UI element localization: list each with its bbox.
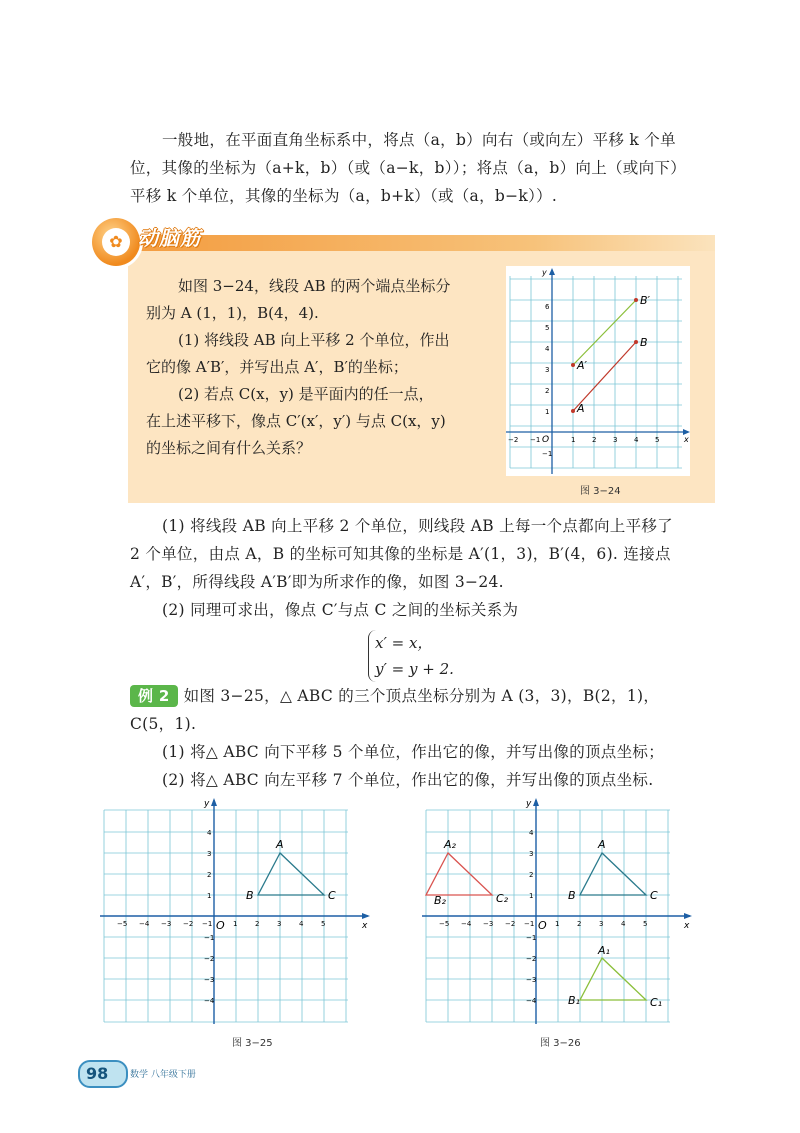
y-tick-label: −3 bbox=[526, 976, 537, 984]
y-tick-label: −1 bbox=[542, 450, 553, 458]
x-tick-label: 2 bbox=[577, 920, 582, 928]
x-tick-label: 5 bbox=[321, 920, 326, 928]
solution-paragraph bbox=[130, 512, 720, 624]
solution-line-4: (2) 同理可求出，像点 C′与点 C 之间的坐标关系为 bbox=[162, 601, 519, 619]
label-b: B bbox=[246, 889, 254, 902]
x-tick-label: −4 bbox=[139, 920, 150, 928]
x-tick-label: −1 bbox=[530, 436, 541, 444]
y-tick-label: −3 bbox=[204, 976, 215, 984]
label-a: A bbox=[276, 838, 284, 851]
x-axis-label: x bbox=[684, 921, 690, 931]
label-b2: B₂ bbox=[434, 894, 446, 907]
example-line-4: (2) 将△ ABC 向左平移 7 个单位，作出它的像，并写出像的顶点坐标. bbox=[162, 771, 654, 789]
callout-line-4: 它的像 A′B′，并写出点 A′，B′的坐标； bbox=[146, 358, 408, 376]
x-tick-label: −1 bbox=[202, 920, 213, 928]
x-axis-label: x bbox=[684, 435, 689, 444]
x-tick-label: −5 bbox=[439, 920, 450, 928]
y-tick-label: 3 bbox=[207, 850, 212, 858]
equation-1: x′ = x， bbox=[375, 634, 433, 652]
callout-text bbox=[146, 273, 491, 462]
x-tick-label: 5 bbox=[643, 920, 648, 928]
solution-line-1: (1) 将线段 AB 向上平移 2 个单位，则线段 AB 上每一个点都向上平移了 bbox=[162, 517, 673, 535]
x-tick-label: 1 bbox=[571, 436, 576, 444]
intro-line-3: 平移 k 个单位，其像的坐标为（a，b+k）（或（a，b−k））. bbox=[130, 187, 558, 205]
figure-3-26-caption: 图 3−26 bbox=[540, 1038, 581, 1049]
label-a1: A′ bbox=[577, 359, 588, 372]
label-a1: A₁ bbox=[598, 944, 610, 957]
y-axis-label: y bbox=[542, 268, 547, 277]
figure-3-26 bbox=[422, 796, 694, 1024]
example-line-2: C(5，1). bbox=[130, 715, 197, 733]
y-tick-label: −1 bbox=[526, 934, 537, 942]
y-tick-label: 2 bbox=[529, 871, 534, 879]
y-axis-arrow bbox=[549, 268, 555, 275]
x-tick-label: −2 bbox=[508, 436, 519, 444]
label-c1: C₁ bbox=[650, 996, 663, 1009]
label-b: B bbox=[568, 889, 576, 902]
y-tick-label: 1 bbox=[207, 892, 212, 900]
segment-ab bbox=[573, 342, 636, 411]
y-tick-label: 4 bbox=[207, 829, 212, 837]
callout-line-3: (1) 将线段 AB 向上平移 2 个单位，作出 bbox=[178, 331, 450, 349]
equation-system bbox=[368, 630, 454, 682]
callout-title: 动脑筋 bbox=[138, 226, 201, 250]
x-axis-label: x bbox=[362, 921, 368, 931]
y-tick-label: −1 bbox=[204, 934, 215, 942]
figure-3-24 bbox=[506, 266, 690, 476]
x-tick-label: −3 bbox=[161, 920, 172, 928]
callout-line-7: 的坐标之间有什么关系？ bbox=[146, 439, 312, 457]
point-b bbox=[634, 340, 638, 344]
y-axis-label: y bbox=[526, 799, 532, 809]
x-tick-label: −2 bbox=[183, 920, 194, 928]
x-tick-label: 3 bbox=[599, 920, 604, 928]
y-axis-arrow bbox=[211, 798, 217, 806]
origin-label: O bbox=[216, 919, 225, 932]
x-tick-label: −1 bbox=[524, 920, 535, 928]
page-number: 98 bbox=[86, 1064, 109, 1083]
x-tick-label: 5 bbox=[655, 436, 660, 444]
equation-2: y′ = y + 2. bbox=[375, 660, 454, 678]
x-tick-label: 3 bbox=[613, 436, 618, 444]
y-tick-label: 5 bbox=[545, 324, 550, 332]
example-line-1 bbox=[130, 682, 720, 710]
label-a2: A₂ bbox=[444, 838, 456, 851]
y-tick-label: −4 bbox=[204, 997, 215, 1005]
brain-icon: ✿ bbox=[102, 228, 130, 256]
origin-label: O bbox=[542, 435, 550, 445]
intro-paragraph bbox=[130, 126, 720, 210]
point-b1 bbox=[634, 298, 638, 302]
footer-subject: 数学 八年级下册 bbox=[130, 1070, 196, 1080]
y-axis-arrow bbox=[533, 798, 539, 806]
x-tick-label: −2 bbox=[505, 920, 516, 928]
figure-3-25 bbox=[100, 796, 372, 1024]
figure-3-24-caption: 图 3−24 bbox=[580, 486, 621, 497]
x-tick-label: 2 bbox=[255, 920, 260, 928]
x-tick-label: −5 bbox=[117, 920, 128, 928]
origin-label: O bbox=[538, 919, 547, 932]
callout-line-5: (2) 若点 C(x，y) 是平面内的任一点， bbox=[178, 385, 434, 403]
y-tick-label: 3 bbox=[545, 366, 550, 374]
y-tick-label: 2 bbox=[545, 387, 550, 395]
label-a: A bbox=[577, 402, 585, 415]
x-tick-label: 3 bbox=[277, 920, 282, 928]
y-tick-label: 6 bbox=[545, 303, 550, 311]
y-tick-label: 3 bbox=[529, 850, 534, 858]
y-tick-label: 2 bbox=[207, 871, 212, 879]
x-tick-label: −4 bbox=[461, 920, 472, 928]
label-b: B bbox=[640, 336, 648, 349]
x-axis-arrow bbox=[684, 913, 692, 919]
label-b1: B₁ bbox=[568, 994, 580, 1007]
callout-line-6: 在上述平移下，像点 C′(x′，y′) 与点 C(x，y) bbox=[146, 412, 446, 430]
y-tick-label: 1 bbox=[545, 408, 550, 416]
x-axis-arrow bbox=[362, 913, 370, 919]
x-tick-label: −3 bbox=[483, 920, 494, 928]
solution-line-3: A′，B′，所得线段 A′B′即为所求作的像，如图 3−24. bbox=[130, 573, 504, 591]
example-text-1: 如图 3−25，△ ABC 的三个顶点坐标分别为 A (3，3)，B(2，1)， bbox=[183, 687, 660, 705]
y-tick-label: 4 bbox=[529, 829, 534, 837]
y-axis-label: y bbox=[204, 799, 210, 809]
intro-line-2: 位，其像的坐标为（a+k，b）（或（a−k，b））；将点（a，b）向上（或向下） bbox=[130, 159, 687, 177]
label-c: C bbox=[328, 889, 336, 902]
callout-line-2: 别为 A (1，1)，B(4，4). bbox=[146, 304, 319, 322]
example-badge: 例 2 bbox=[130, 685, 178, 707]
example-line-3: (1) 将△ ABC 向下平移 5 个单位，作出它的像，并写出像的顶点坐标； bbox=[162, 743, 665, 761]
point-a bbox=[571, 409, 575, 413]
intro-line-1: 一般地，在平面直角坐标系中，将点（a，b）向右（或向左）平移 k 个单 bbox=[162, 131, 676, 149]
y-tick-label: 1 bbox=[529, 892, 534, 900]
point-a1 bbox=[571, 363, 575, 367]
x-tick-label: 2 bbox=[592, 436, 597, 444]
example-paragraph bbox=[130, 682, 720, 794]
callout-badge bbox=[92, 218, 140, 266]
y-tick-label: −4 bbox=[526, 997, 537, 1005]
x-tick-label: 1 bbox=[233, 920, 238, 928]
label-c2: C₂ bbox=[496, 892, 509, 905]
segment-a1b1 bbox=[573, 300, 636, 365]
figure-3-25-caption: 图 3−25 bbox=[232, 1038, 273, 1049]
solution-line-2: 2 个单位，由点 A，B 的坐标可知其像的坐标是 A′(1，3)，B′(4，6). 连接点 bbox=[130, 545, 671, 563]
y-tick-label: −2 bbox=[204, 955, 215, 963]
label-a: A bbox=[598, 838, 606, 851]
callout-line-1: 如图 3−24，线段 AB 的两个端点坐标分 bbox=[178, 277, 451, 295]
x-tick-label: 1 bbox=[555, 920, 560, 928]
y-tick-label: −2 bbox=[526, 955, 537, 963]
y-tick-label: 4 bbox=[545, 345, 550, 353]
label-b1: B′ bbox=[640, 294, 651, 307]
x-tick-label: 4 bbox=[621, 920, 626, 928]
x-tick-label: 4 bbox=[634, 436, 639, 444]
x-tick-label: 4 bbox=[299, 920, 304, 928]
label-c: C bbox=[650, 889, 658, 902]
